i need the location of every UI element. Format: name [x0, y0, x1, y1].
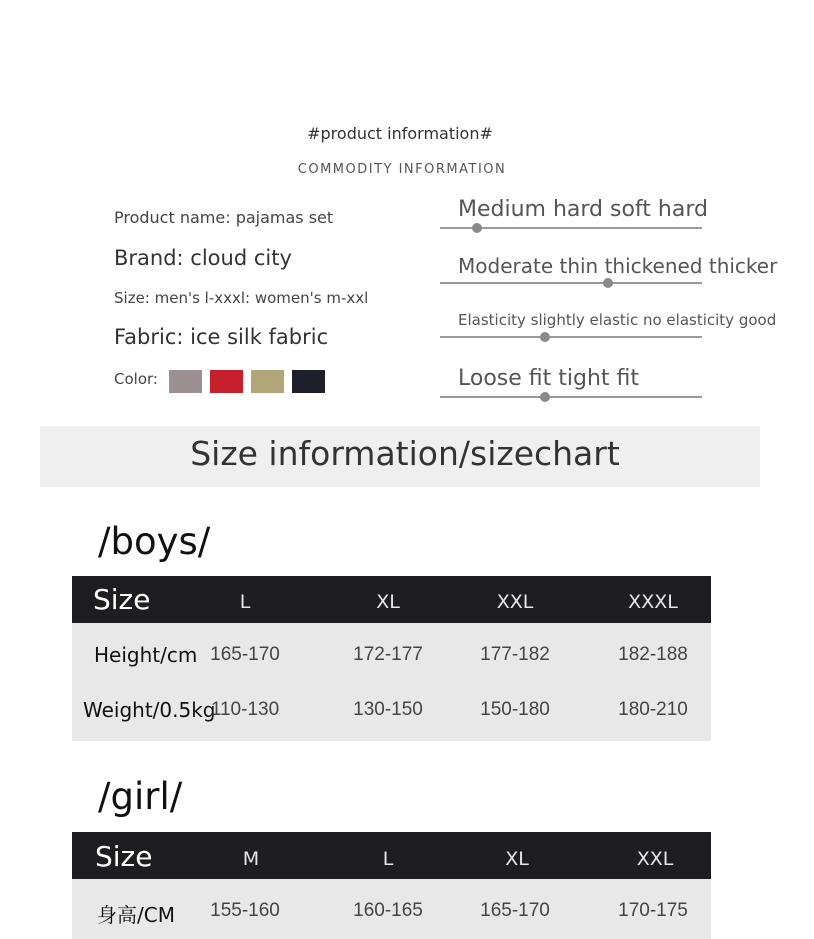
color-label: Color:: [114, 370, 158, 388]
slider-track-hardness: [440, 227, 702, 229]
boys-size-table: [72, 576, 711, 741]
slider-label-fit: Loose fit tight fit: [458, 366, 640, 391]
table-cell: 130-150: [353, 699, 423, 720]
color-swatch: [210, 370, 243, 393]
slider-thumb-hardness: [472, 223, 482, 233]
size-chart-title: Size information/sizechart: [190, 434, 620, 473]
row-label-weight: Weight/0.5kg: [83, 698, 216, 722]
row-label-height: 身高/CM: [97, 903, 175, 927]
table-cell: 150-180: [480, 699, 550, 720]
boys-table-header: [72, 576, 711, 623]
slider-thumb-fit: [540, 392, 550, 402]
brand: Brand: cloud city: [114, 246, 292, 270]
color-swatch: [169, 370, 202, 393]
slider-thumb-thickness: [603, 278, 613, 288]
slider-track-thickness: [440, 282, 702, 284]
girl-table-header: [72, 832, 711, 879]
table-cell: 160-165: [353, 900, 423, 921]
boys-label: /boys/: [98, 520, 211, 563]
header-size: Size: [93, 583, 151, 616]
color-swatch: [251, 370, 284, 393]
section-subtitle: COMMODITY INFORMATION: [297, 162, 507, 177]
slider-track-fit: [440, 396, 702, 398]
header-col: L: [382, 848, 394, 870]
table-cell: 182-188: [618, 644, 688, 665]
color-swatch: [292, 370, 325, 393]
header-col: XL: [505, 848, 529, 870]
table-cell: 110-130: [210, 699, 280, 720]
product-name: Product name: pajamas set: [114, 208, 334, 227]
table-cell: 165-170: [480, 900, 550, 921]
header-col: XXXL: [628, 591, 678, 613]
boys-table-body: [72, 623, 711, 741]
table-cell: 170-175: [618, 900, 688, 921]
section-title: #product information#: [307, 124, 493, 143]
table-cell: 177-182: [480, 644, 550, 665]
table-cell: 172-177: [353, 644, 423, 665]
fabric: Fabric: ice silk fabric: [114, 325, 329, 349]
row-label-height: Height/cm: [94, 643, 198, 667]
slider-label-elasticity: Elasticity slightly elastic no elasticity good: [458, 311, 777, 329]
table-cell: 155-160: [210, 900, 280, 921]
slider-label-thickness: Moderate thin thickened thicker: [458, 254, 778, 278]
header-col: L: [239, 591, 251, 613]
girl-label: /girl/: [98, 775, 183, 818]
slider-thumb-elasticity: [540, 332, 550, 342]
slider-label-hardness: Medium hard soft hard: [458, 197, 708, 222]
header-col: XL: [376, 591, 400, 613]
header-col: XXL: [636, 848, 674, 870]
header-col: M: [242, 848, 260, 870]
size-range: Size: men's l-xxxl: women's m-xxl: [114, 289, 369, 307]
table-cell: 165-170: [210, 644, 280, 665]
table-cell: 180-210: [618, 699, 688, 720]
girl-size-table: [72, 832, 711, 927]
header-col: XXL: [496, 591, 534, 613]
girl-table-body: [72, 879, 711, 939]
slider-track-elasticity: [440, 336, 702, 338]
header-size: Size: [95, 840, 153, 873]
